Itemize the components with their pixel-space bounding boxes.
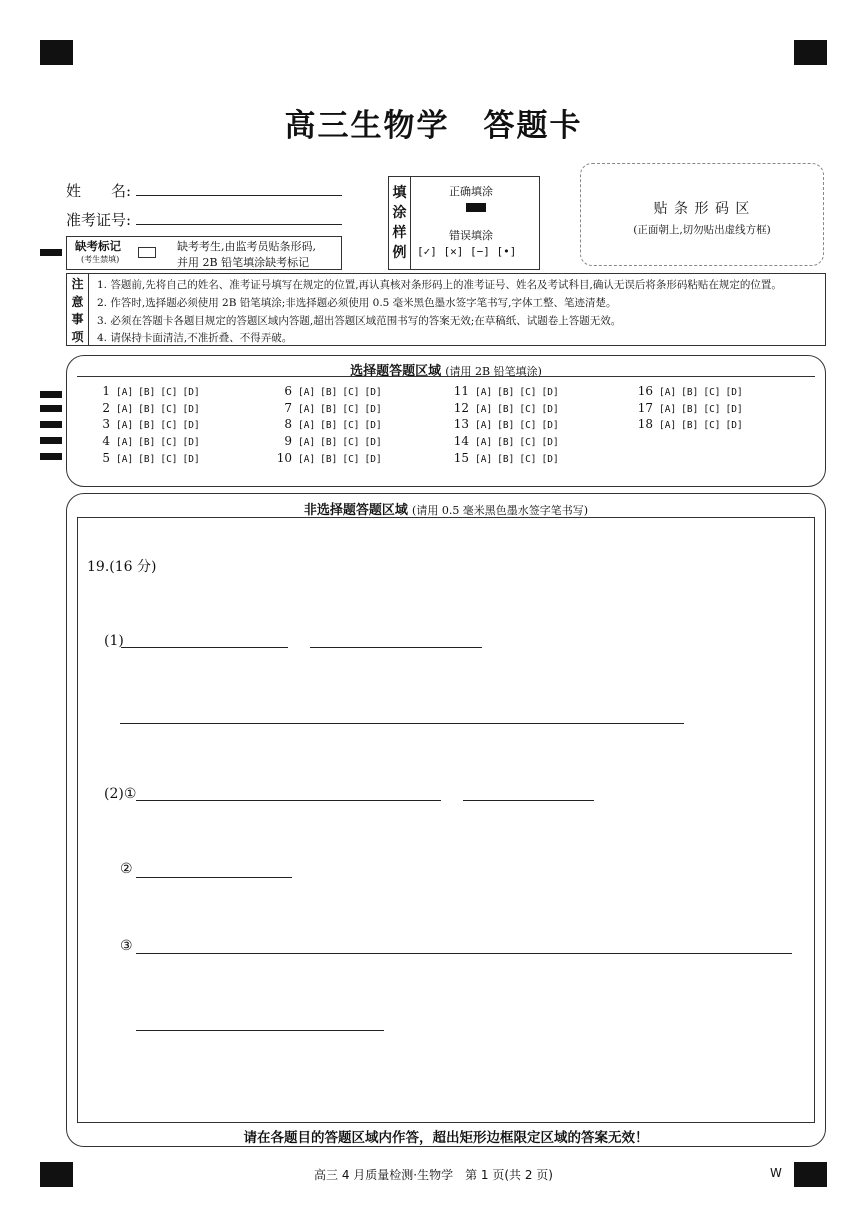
- question-number: 15: [453, 451, 469, 465]
- answer-line-1c[interactable]: [120, 723, 684, 724]
- note-line: 4. 请保持卡面清洁,不准折叠、不得弄破。: [97, 332, 293, 344]
- answer-bubble[interactable]: [A]: [475, 387, 493, 398]
- choice-question: [88, 451, 205, 465]
- answer-bubble[interactable]: [C]: [342, 454, 360, 465]
- answer-bubble[interactable]: [D]: [541, 404, 559, 415]
- answer-bubble[interactable]: [C]: [519, 404, 537, 415]
- answer-bubble[interactable]: [B]: [138, 420, 156, 431]
- answer-bubble[interactable]: [D]: [182, 404, 200, 415]
- title-subject: 高三生物学: [284, 108, 450, 144]
- answer-bubble[interactable]: [D]: [364, 420, 382, 431]
- answer-bubble[interactable]: [A]: [116, 404, 134, 415]
- name-field[interactable]: [136, 195, 342, 196]
- answer-bubble[interactable]: [C]: [160, 387, 178, 398]
- id-label: 准考证号:: [66, 211, 132, 229]
- question-number: 6: [284, 384, 292, 398]
- answer-bubble[interactable]: [D]: [182, 420, 200, 431]
- answer-bubble[interactable]: [D]: [364, 404, 382, 415]
- choice-question: [270, 417, 387, 431]
- side-tick: [40, 421, 62, 428]
- question-number: 7: [284, 401, 292, 415]
- nonchoice-heading-text: 非选择题答题区域: [303, 503, 408, 518]
- correct-fill-label: 正确填涂: [449, 185, 493, 198]
- answer-bubble[interactable]: [B]: [138, 454, 156, 465]
- footer-text: 高三 4 月质量检测·生物学 第 1 页(共 2 页): [314, 1168, 553, 1182]
- title-card: 答题卡: [483, 108, 583, 144]
- notes-box: [66, 273, 826, 346]
- answer-line-2d[interactable]: [136, 953, 792, 954]
- side-char: 例: [392, 245, 407, 261]
- missing-text-1: 缺考考生,由监考员贴条形码,: [177, 240, 316, 253]
- choice-question: [631, 401, 748, 415]
- answer-bubble[interactable]: [A]: [116, 420, 134, 431]
- answer-bubble[interactable]: [B]: [497, 420, 515, 431]
- answer-bubble[interactable]: [B]: [320, 454, 338, 465]
- choice-question: [88, 401, 205, 415]
- answer-bubble[interactable]: [B]: [681, 404, 699, 415]
- question-number: 8: [284, 417, 292, 431]
- answer-bubble[interactable]: [D]: [182, 454, 200, 465]
- answer-bubble[interactable]: [C]: [342, 404, 360, 415]
- answer-line-2c[interactable]: [136, 877, 292, 878]
- choice-question: [88, 434, 205, 448]
- answer-bubble[interactable]: [A]: [116, 454, 134, 465]
- side-char: 项: [71, 329, 84, 344]
- barcode-hint: (正面朝上,切勿贴出虚线方框): [633, 224, 771, 236]
- answer-bubble[interactable]: [B]: [320, 387, 338, 398]
- answer-bubble[interactable]: [D]: [182, 387, 200, 398]
- note-line: 2. 作答时,选择题必须使用 2B 铅笔填涂;非选择题必须使用 0.5 毫米黑色墨水签字笔书写,字体工整、笔迹清楚。: [97, 297, 617, 309]
- choice-question: [270, 451, 387, 465]
- answer-bubble[interactable]: [D]: [541, 420, 559, 431]
- answer-bubble[interactable]: [C]: [703, 387, 721, 398]
- answer-bubble[interactable]: [C]: [519, 437, 537, 448]
- question-19-title: 19.(16 分): [87, 559, 157, 575]
- answer-bubble[interactable]: [B]: [138, 387, 156, 398]
- answer-bubble[interactable]: [B]: [320, 437, 338, 448]
- answer-bubble[interactable]: [D]: [541, 437, 559, 448]
- answer-bubble[interactable]: [A]: [298, 387, 316, 398]
- correct-fill-mark: [466, 203, 486, 212]
- question-number: 1: [102, 384, 110, 398]
- answer-bubble[interactable]: [B]: [497, 387, 515, 398]
- answer-bubble[interactable]: [B]: [681, 387, 699, 398]
- missing-label: 缺考标记: [75, 239, 121, 253]
- answer-bubble[interactable]: [D]: [541, 387, 559, 398]
- answer-bubble[interactable]: [C]: [160, 437, 178, 448]
- side-char: 样: [392, 225, 407, 241]
- answer-line-1b[interactable]: [310, 647, 482, 648]
- answer-bubble[interactable]: [A]: [475, 454, 493, 465]
- answer-bubble[interactable]: [B]: [320, 420, 338, 431]
- part-2-3-label: ③: [120, 938, 133, 954]
- answer-bubble[interactable]: [B]: [138, 437, 156, 448]
- choice-question: [88, 384, 205, 398]
- answer-bubble[interactable]: [B]: [681, 420, 699, 431]
- answer-bubble[interactable]: [B]: [497, 404, 515, 415]
- nonchoice-heading: [67, 499, 825, 518]
- answer-bubble[interactable]: [D]: [364, 387, 382, 398]
- answer-bubble[interactable]: [C]: [342, 437, 360, 448]
- answer-bubble[interactable]: [A]: [298, 420, 316, 431]
- barcode-title: 贴 条 形 码 区: [653, 201, 751, 217]
- choice-question: [447, 417, 564, 431]
- page-footer: [0, 1166, 867, 1183]
- fill-sample-side: [389, 177, 411, 269]
- missing-text-2: 并用 2B 铅笔填涂缺考标记: [177, 256, 310, 269]
- footer-warning: 请在各题目的答题区域内作答，超出矩形边框限定区域的答案无效！: [243, 1130, 649, 1146]
- answer-bubble[interactable]: [C]: [703, 404, 721, 415]
- part-2-label: (2)①: [104, 786, 137, 802]
- choice-divider: [77, 376, 815, 377]
- answer-bubble[interactable]: [C]: [160, 404, 178, 415]
- missing-sub: (考生禁填): [81, 255, 120, 264]
- side-char: 注: [71, 277, 84, 291]
- answer-bubble[interactable]: [A]: [475, 420, 493, 431]
- side-char: 意: [71, 294, 84, 309]
- question-number: 13: [453, 417, 469, 431]
- answer-line-2a[interactable]: [136, 800, 441, 801]
- note-line: 1. 答题前,先将自己的姓名、准考证号填写在规定的位置,再认真核对条形码上的准考证号、姓名及考试科目,确认无误后将条形码粘贴在规定的位置。: [97, 279, 782, 291]
- question-number: 2: [102, 401, 110, 415]
- side-char: 事: [71, 312, 84, 326]
- answer-bubble[interactable]: [C]: [342, 387, 360, 398]
- page-title: [0, 100, 867, 145]
- answer-bubble[interactable]: [A]: [659, 404, 677, 415]
- choice-question: [631, 384, 748, 398]
- choice-question: [447, 401, 564, 415]
- answer-bubble[interactable]: [A]: [659, 387, 677, 398]
- answer-bubble[interactable]: [B]: [497, 437, 515, 448]
- answer-bubble[interactable]: [C]: [703, 420, 721, 431]
- wrong-mark: [✓]: [417, 245, 437, 258]
- answer-bubble[interactable]: [D]: [182, 437, 200, 448]
- answer-area: [77, 517, 815, 1123]
- answer-bubble[interactable]: [A]: [298, 404, 316, 415]
- corner-mark-top-left: [40, 40, 73, 65]
- answer-bubble[interactable]: [D]: [541, 454, 559, 465]
- answer-bubble[interactable]: [B]: [138, 404, 156, 415]
- choice-question: [270, 401, 387, 415]
- answer-bubble[interactable]: [D]: [725, 404, 743, 415]
- notes-side: [67, 274, 89, 345]
- answer-line-2e[interactable]: [136, 1030, 384, 1031]
- answer-bubble[interactable]: [A]: [475, 437, 493, 448]
- question-number: 3: [102, 417, 110, 431]
- part-2-2-label: ②: [120, 861, 133, 877]
- choice-question: [447, 384, 564, 398]
- fill-sample-box: [388, 176, 540, 270]
- answer-bubble[interactable]: [D]: [725, 420, 743, 431]
- side-tick: [40, 405, 62, 412]
- answer-bubble[interactable]: [C]: [342, 420, 360, 431]
- part-1-label: (1): [104, 633, 124, 649]
- question-number: 5: [102, 451, 110, 465]
- answer-bubble[interactable]: [B]: [320, 404, 338, 415]
- question-number: 10: [276, 451, 292, 465]
- question-number: 9: [284, 434, 292, 448]
- choice-question: [270, 434, 387, 448]
- wrong-mark: [•]: [496, 245, 517, 258]
- answer-bubble[interactable]: [C]: [519, 454, 537, 465]
- question-number: 17: [637, 401, 653, 415]
- side-char: 涂: [392, 205, 407, 221]
- question-number: 14: [453, 434, 469, 448]
- answer-bubble[interactable]: [D]: [725, 387, 743, 398]
- answer-bubble[interactable]: [D]: [364, 437, 382, 448]
- answer-line-1a[interactable]: [121, 647, 288, 648]
- answer-bubble[interactable]: [C]: [160, 454, 178, 465]
- missing-exam-box: [66, 236, 342, 270]
- name-label: 姓 名:: [66, 182, 132, 200]
- question-number: 4: [102, 434, 110, 448]
- answer-bubble[interactable]: [A]: [116, 437, 134, 448]
- wrong-fill-label: 错误填涂: [449, 229, 493, 242]
- wrong-fill-marks: [417, 245, 516, 258]
- question-number: 11: [453, 384, 469, 398]
- side-tick: [40, 249, 62, 256]
- choice-question: [447, 434, 564, 448]
- nonchoice-hint: (请用 0.5 毫米黑色墨水签字笔书写): [412, 504, 589, 517]
- answer-bubble[interactable]: [A]: [298, 454, 316, 465]
- answer-bubble[interactable]: [D]: [364, 454, 382, 465]
- answer-bubble[interactable]: [A]: [116, 387, 134, 398]
- wrong-mark: [✕]: [443, 245, 464, 258]
- answer-line-2b[interactable]: [463, 800, 594, 801]
- question-number: 18: [637, 417, 653, 431]
- side-tick: [40, 453, 62, 460]
- choice-question: [270, 384, 387, 398]
- side-tick: [40, 437, 62, 444]
- answer-bubble[interactable]: [A]: [475, 404, 493, 415]
- answer-bubble[interactable]: [A]: [298, 437, 316, 448]
- missing-checkbox[interactable]: [138, 247, 156, 258]
- choice-heading-text: 选择题答题区域: [350, 364, 442, 379]
- answer-bubble[interactable]: [C]: [160, 420, 178, 431]
- id-field[interactable]: [136, 224, 342, 225]
- question-number: 12: [453, 401, 469, 415]
- choice-question: [88, 417, 205, 431]
- answer-bubble[interactable]: [B]: [497, 454, 515, 465]
- answer-bubble[interactable]: [A]: [659, 420, 677, 431]
- note-line: 3. 必须在答题卡各题目规定的答题区域内答题,超出答题区域范围书写的答案无效;在草稿纸、试题卷上答题无效。: [97, 315, 622, 327]
- corner-mark-top-right: [794, 40, 827, 65]
- answer-bubble[interactable]: [C]: [519, 420, 537, 431]
- barcode-area: [580, 163, 824, 266]
- footer-mark: W: [770, 1166, 782, 1180]
- side-char: 填: [392, 185, 407, 201]
- choice-hint: (请用 2B 铅笔填涂): [445, 365, 542, 378]
- question-number: 16: [637, 384, 653, 398]
- choice-question: [447, 451, 564, 465]
- answer-bubble[interactable]: [C]: [519, 387, 537, 398]
- wrong-mark: [−]: [470, 245, 490, 258]
- choice-question: [631, 417, 748, 431]
- side-tick: [40, 391, 62, 398]
